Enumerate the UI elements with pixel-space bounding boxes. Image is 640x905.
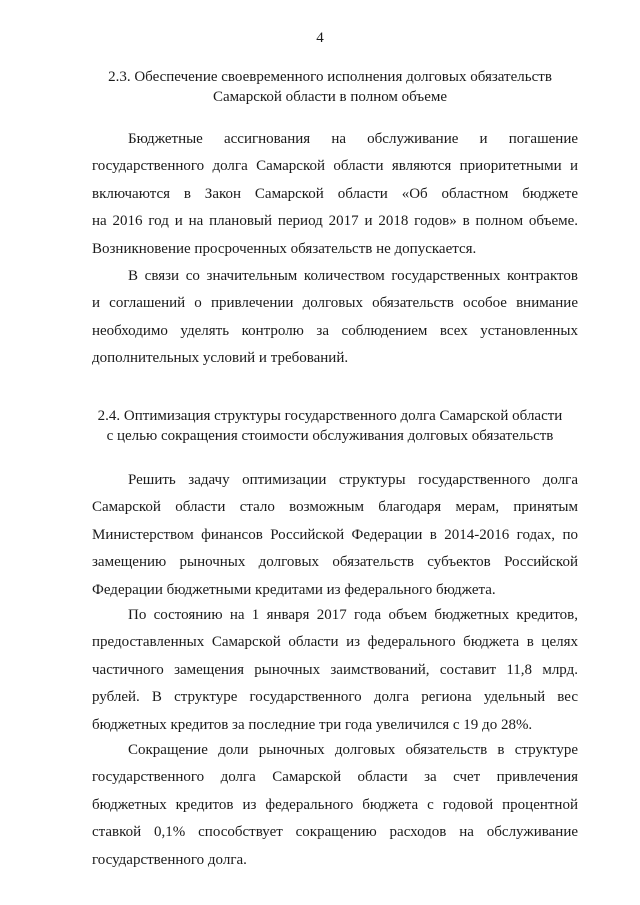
section-heading-2-3 xyxy=(80,67,580,107)
text-line: включаются в Закон Самарской области «Об областном бюджете xyxy=(92,185,578,202)
heading-line: 2.3. Обеспечение своевременного исполнения долговых обязательств xyxy=(108,69,552,85)
text-line: В связи со значительным количеством государственных контрактов xyxy=(128,268,578,284)
text-line: бюджетных кредитов за последние три года увеличился с 19 до 28%. xyxy=(92,716,533,733)
text-line: бюджетных кредитов из федерального бюджета с годовой процентной xyxy=(92,796,578,813)
text-line: Федерации бюджетными кредитами из федерального бюджета. xyxy=(92,581,496,598)
paragraph xyxy=(92,263,578,373)
text-line: частичного замещения рыночных заимствований, составит 11,8 млрд. xyxy=(92,661,578,678)
text-line: предоставленных Самарской области из федерального бюджета в целях xyxy=(92,634,578,651)
text-line: на 2016 год и на плановый период 2017 и 2018 годов» в полном объеме. xyxy=(92,213,578,230)
text-line: государственного долга Самарской области являются приоритетными и xyxy=(92,158,578,175)
text-line: государственного долга Самарской области за счет привлечения xyxy=(92,769,578,786)
text-line: Решить задачу оптимизации структуры государственного долга xyxy=(128,472,578,488)
text-line: дополнительных условий и требований. xyxy=(92,350,349,367)
text-line: Возникновение просроченных обязательств не допускается. xyxy=(92,240,477,257)
page-number: 4 xyxy=(316,30,324,46)
paragraph xyxy=(92,602,578,739)
heading-line: с целью сокращения стоимости обслуживания долговых обязательств xyxy=(106,428,554,444)
text-line: По состоянию на 1 января 2017 года объем бюджетных кредитов, xyxy=(128,607,578,623)
text-line: замещению рыночных долговых обязательств субъектов Российской xyxy=(92,554,578,571)
text-line: ставкой 0,1% способствует сокращению расходов на обслуживание xyxy=(92,824,578,841)
text-line: Сокращение доли рыночных долговых обязательств в структуре xyxy=(128,742,578,758)
text-line: государственного долга. xyxy=(92,851,247,868)
text-line: необходимо уделять контролю за соблюдением всех установленных xyxy=(92,322,578,339)
heading-line: 2.4. Оптимизация структуры государственного долга Самарской области xyxy=(97,408,563,424)
heading-line: Самарской области в полном объеме xyxy=(212,89,448,105)
paragraph xyxy=(92,126,578,263)
text-line: Бюджетные ассигнования на обслуживание и погашение xyxy=(128,131,578,147)
section-heading-2-4 xyxy=(80,406,580,446)
paragraph xyxy=(92,737,578,874)
text-line: и соглашений о привлечении долговых обязательств особое внимание xyxy=(92,295,578,312)
text-line: Самарской области стало возможным благодаря мерам, принятым xyxy=(92,499,578,516)
paragraph xyxy=(92,467,578,604)
text-line: рублей. В структуре государственного долга региона удельный вес xyxy=(92,689,578,706)
text-line: Министерством финансов Российской Федерации в 2014-2016 годах, по xyxy=(92,526,578,543)
